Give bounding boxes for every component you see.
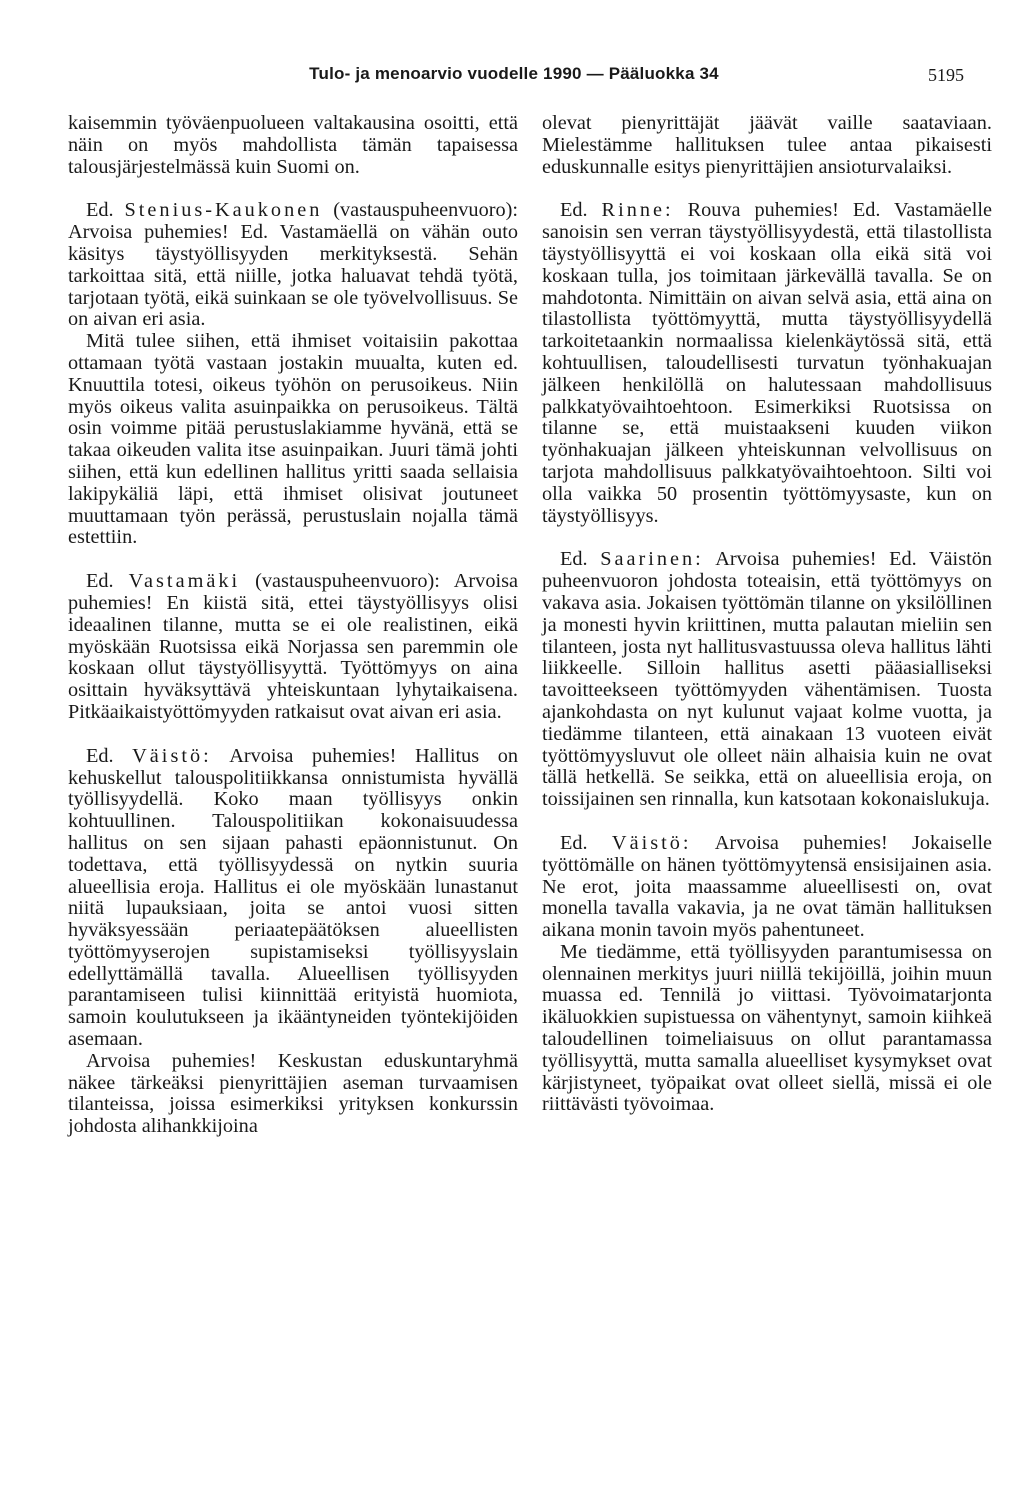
speaker-name: Rinne:: [601, 199, 674, 222]
speech-text: Arvoisa puhemies! Ed. Väistön puheenvuoron johdosta toteaisin, että työttömyys on vakava asia. Jokaisen työttömän tilanne on yksilöllinen ja monesti hyvin kriittinen, mutta palautan mieliin sen tilanteen, josta nyt hallitusvastuussa oleva hallitus lähti liikkeelle. Silloin hallitus asetti pääasialliseksi tavoitteekseen työttömyyden vähentämisen. Tuosta ajankohdasta on nyt kulunut vajaat kolme vuotta, ja tiedämme tilanteen, että ainakaan 13 vuoteen eivät työttömyysluvut ole olleet näin alhaisia kuin ne ovat tällä hetkellä. Se seikka, että on alueellisia eroja, on toissijainen sen rinnalla, kun katsotaan kokonaislukuja.: [542, 548, 992, 811]
left-column: [68, 113, 518, 1138]
speech-text: Arvoisa puhemies! Jokaiselle työttömälle on hänen työttömyytensä ensisijainen asia. Ne erot, joita maassamme alueellisesti on, ovat monella tavalla vakavia, ja ne ovat tämän hallituksen aikana monin tavoin myös pahentuneet.: [542, 831, 993, 942]
speaker-prefix: Ed.: [86, 199, 114, 222]
speech-text: (vastauspuheenvuoro): Arvoisa puhemies! En kiistä sitä, ettei täystyöllisyys olisi ideaalinen tilanne, mutta se ei ole realistinen, eikä myöskään Ruotsissa eikä Norjassa sen paremmin ole koskaan ollut täystyöllisyyttä. Työttömyys on aina osittain hyväksyttävä yhteiskuntaan lyhytaikaisena. Pitkäaikaistyöttömyyden ratkaisut ovat aivan eri asia.: [68, 570, 518, 723]
speaker-prefix: Ed.: [560, 831, 588, 854]
speaker-name: Stenius-Kaukonen: [124, 199, 323, 222]
paragraph: kaisemmin työväenpuolueen valtakausina osoitti, että näin on myös mahdollista tämän tapaisessa talousjärjestelmässä kuin Suomi on.: [68, 112, 518, 178]
speaker-name: Väistö:: [611, 831, 692, 854]
speaker-name: Vastamäki: [128, 570, 241, 593]
right-column: [542, 113, 992, 1116]
running-title: Tulo- ja menoarvio vuodelle 1990 — Pääluokka 34: [309, 64, 719, 83]
speaker-prefix: Ed.: [560, 548, 588, 571]
speech-paragraph: [68, 571, 518, 724]
speaker-prefix: Ed.: [560, 199, 588, 222]
paragraph: Arvoisa puhemies! Keskustan eduskuntaryhmä näkee tärkeäksi pienyrittäjien aseman turvaamisen tilanteissa, joissa esimerkiksi yrityksen konkurssin johdosta alihankkijoina: [68, 1049, 518, 1138]
page-number: 5195: [928, 65, 964, 85]
paragraph: Me tiedämme, että työllisyyden parantumisessa on olennainen merkitys juuri niillä tekijöillä, joihin muun muassa ed. Tennilä jo viittasi. Työvoimatarjonta ikäluokkien supistuessa on vähentynyt, samoin kiihkeä taloudellinen toimeliaisuus on ollut parantamassa työllisyyttä, mutta samalla alueelliset kysymykset ovat kärjistyneet, työpaikat ovat olleet siellä, missä ei ole riittävästi työvoimaa.: [542, 940, 992, 1116]
speech-text: Rouva puhemies! Ed. Vastamäelle sanoisin sen verran täystyöllisyydestä, että tilastollista täystyöllisyyttä ei voi koskaan olla eikä sitä voi koskaan tulla, jos toimitaan järkevällä tavalla. Se on mahdotonta. Nimittäin on aivan selvä asia, että aina on tilastollista työttömyyttä, mutta täystyöllisyydellä tarkoitetaankin normaalissa kielenkäytössä sitä, että kohtuullisen, taloudellisesti turvatun työnhakuajan jälkeen henkilöllä on halutessaan mahdollisuus palkkatyövaihtoehtoon. Esimerkiksi Ruotsissa on tilanne se, että muistaakseni kuuden viikon työnhakuajan jälkeen yhteiskunnan velvollisuus on tarjota mahdollisuus palkkatyövaihtoehtoon. Silti voi olla vaikka 50 prosentin työttömyysaste, kun on täystyöllisyys.: [542, 199, 993, 527]
paragraph: Mitä tulee siihen, että ihmiset voitaisiin pakottaa ottamaan työtä vastaan jostakin muualta, kuten ed. Knuuttila totesi, oikeus työhön on perusoikeus. Niin myös oikeus valita asuinpaikka on perusoikeus. Tältä osin voimme pitää perustuslakiamme hyvänä, että se takaa oikeuden valita itse asuinpaikan. Juuri tämä johti siihen, että kun edellinen hallitus yritti saada sellaisia lakipykäliä läpi, että ihmiset olisivat joutuneet muuttamaan työn perässä, perustuslain nojalla tämä estettiin.: [68, 330, 518, 549]
speech-paragraph: [542, 549, 992, 811]
speech-text: Arvoisa puhemies! Hallitus on kehuskellut talouspolitiikkansa onnistumista hyvällä työllisyydellä. Koko maan työllisyys onkin kohtuullinen. Talouspolitiikan kokonaisuudessa hallitus on sen sijaan pahasti epäonnistunut. On todettava, että työllisyydessä on nytkin suuria alueellisia eroja. Hallitus ei ole myöskään lunastanut niitä lupauksiaan, joita se antoi vuosi sitten hyväksyessään periaatepäätöksen alueellisten työttömyyserojen supistamiseksi työllisyyslain edellyttämällä tavalla. Alueellisen työllisyyden parantamiseen tulisi kiinnittää erityistä huomiota, samoin koulutukseen ja ikääntyneiden työntekijöiden asemaan.: [68, 744, 519, 1051]
paragraph: olevat pienyrittäjät jäävät vaille saataviaan. Mielestämme hallituksen tulee antaa pikaisesti eduskunnalle esitys pienyrittäjien ansioturvalaiksi.: [542, 112, 992, 178]
speaker-prefix: Ed.: [86, 570, 114, 593]
speaker-prefix: Ed.: [86, 744, 114, 767]
speech-paragraph: [542, 200, 992, 527]
speech-paragraph: [68, 200, 518, 331]
speech-paragraph: [68, 746, 518, 1051]
speech-text: (vastauspuheenvuoro): Arvoisa puhemies! Ed. Vastamäellä on vähän outo käsitys täystyöllisyyden merkityksestä. Sehän tarkoittaa sitä, että niille, jotka haluavat tehdä työtä, tarjotaan työtä, eikä suinkaan se ole työvelvollisuus. Se on aivan eri asia.: [68, 199, 518, 331]
speaker-name: Väistö:: [132, 744, 212, 767]
speaker-name: Saarinen:: [600, 548, 704, 571]
speech-paragraph: [542, 833, 992, 942]
page-header: [68, 64, 964, 94]
